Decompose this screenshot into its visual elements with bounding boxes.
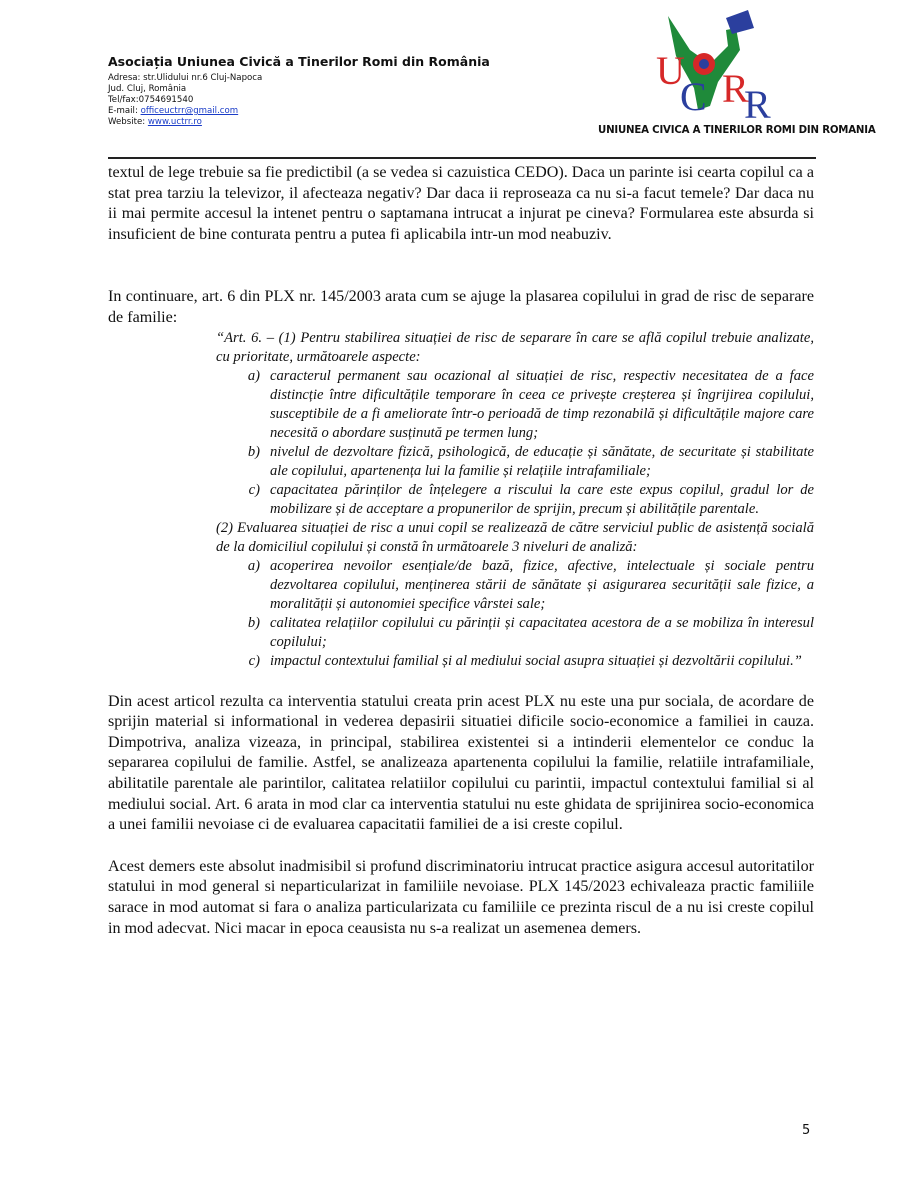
email-label: E-mail:	[108, 106, 141, 116]
list-item: a) caracterul permanent sau ocazional al situației de risc, respectiv necesitatea de a face distincție între dificultățile temporare în ceea ce privește creșterea și îngrijirea copilului, susceptibile de a fi ameliorate într-o perioadă de timp rezonabilă și dificultățile majore care necesită o abordare susținută pe termen lung;	[247, 367, 814, 441]
address-line: Adresa: str.Ulidului nr.6 Cluj-Napoca	[108, 73, 263, 83]
website-link[interactable]: www.uctrr.ro	[147, 117, 202, 127]
quote-intro: “Art. 6. – (1) Pentru stabilirea situației de risc de separare în care se află copilul trebuie analizate, cu prioritate, următoarele aspecte:	[216, 329, 814, 365]
logo-letter-r2: R	[744, 82, 771, 127]
list-item: b) nivelul de dezvoltare fizică, psihologică, de educație și sănătate, de securitate și stabilitate ale copilului, apartenența lui la familie și relațiile intrafamiliale;	[247, 443, 814, 479]
county-line: Jud. Cluj, România	[108, 84, 187, 94]
logo-letter-c: C	[680, 74, 707, 119]
paragraph-4: Acest demers este absolut inadmisibil si profund discriminatoriu intrucat practice asigura accesul autoritatilor statului in mod general si neparticularizat in familiile nevoiase. PLX 145/2023 echivaleaza practic familiile sarace in mod automat si fara o analiza particularizata cu familiile ce prezinta riscul de a nu isi creste copilul in mod adecvat. Nici macar in epoca ceausista nu s-a realizat un asemenea demers.	[108, 857, 814, 937]
email-link[interactable]: officeuctrr@gmail.com	[140, 106, 239, 116]
website-label: Website:	[108, 117, 148, 127]
list-item: b) calitatea relațiilor copilului cu părinții și capacitatea acestora de a se mobiliza în interesul copilului;	[247, 614, 814, 650]
letterhead	[108, 48, 876, 164]
organization-name: Asociația Uniunea Civică a Tinerilor Romi din România	[108, 54, 490, 69]
law-quote	[216, 329, 814, 671]
page-number: 5	[802, 1123, 811, 1138]
header-divider	[108, 157, 816, 159]
website-line	[108, 117, 202, 128]
paragraph-1: textul de lege trebuie sa fie predictibil (a se vedea si cazuistica CEDO). Daca un parinte isi cearta copilul ca a stat prea tarziu la televizor, il afecteaza negativ? Dar daca ii reproseaza ca nu si-a facut temele? Dar daca nu ii mai permite accesul la intenet pentru o saptamana intrucat a injurat pe cineva? Formularea este absurda si insuficient de bine conturata pentru a putea fi aplicabila intr-un mod neabuziv.	[108, 164, 814, 243]
paragraph-3: Din acest articol rezulta ca interventia statului creata prin acest PLX nu este una pur sociala, de acordare de sprijin material si informational in vederea depasirii situatiei dificile socio-economice a familiei in cauza. Dimpotriva, analiza vizeaza, in principal, stabilirea existentei si a intinderii elementelor ce conduc la separarea copilului de familie. Astfel, se analizeaza apartenenta copilului la familie, relatiile intrafamiliale, abilitatile parentale ale parintilor, calitatea relatiilor copilului cu parintii, impactul contextului familial si al mediului social. Art. 6 arata in mod clar ca interventia statului nu este ghidata de sprijinirea socio-economica a unei familii nevoiase ci de evaluarea capacitatii familiei de a isi creste copilul.	[108, 692, 814, 834]
logo-letter-r1: R	[722, 66, 749, 111]
list-item: c) capacitatea părinților de înțelegere a riscului la care este expus copilul, gradul lor de mobilizare și de acceptare a propunerilor de sprijin, precum și abilitățile parentale.	[248, 481, 814, 517]
list-item: c) impactul contextului familial și al mediului social asupra situației și dezvoltării copilului.”	[248, 652, 802, 669]
phone-line: Tel/fax:0754691540	[108, 95, 194, 105]
quote-paragraph-2: (2) Evaluarea situației de risc a unui copil se realizează de către serviciul public de asistență socială de la domiciliul copilului și constă în următoarele 3 niveluri de analiză:	[216, 519, 814, 555]
logo-letter-u: U	[656, 48, 685, 93]
document-body	[108, 163, 814, 939]
list-item: a) acoperirea nevoilor esențiale/de bază, fizice, afective, intelectuale și sociale pentru dezvoltarea copilului, menținerea stării de sănătate și asigurarea securității sale fizice, a moralității și autonomiei specifice vârstei sale;	[247, 557, 814, 612]
email-line	[108, 106, 238, 117]
logo-caption: UNIUNEA CIVICA A TINERILOR ROMI DIN ROMANIA	[598, 125, 876, 136]
uctrr-logo	[598, 10, 876, 160]
paragraph-2: In continuare, art. 6 din PLX nr. 145/2003 arata cum se ajuge la plasarea copilului in grad de risc de separare de familie:	[108, 288, 814, 326]
